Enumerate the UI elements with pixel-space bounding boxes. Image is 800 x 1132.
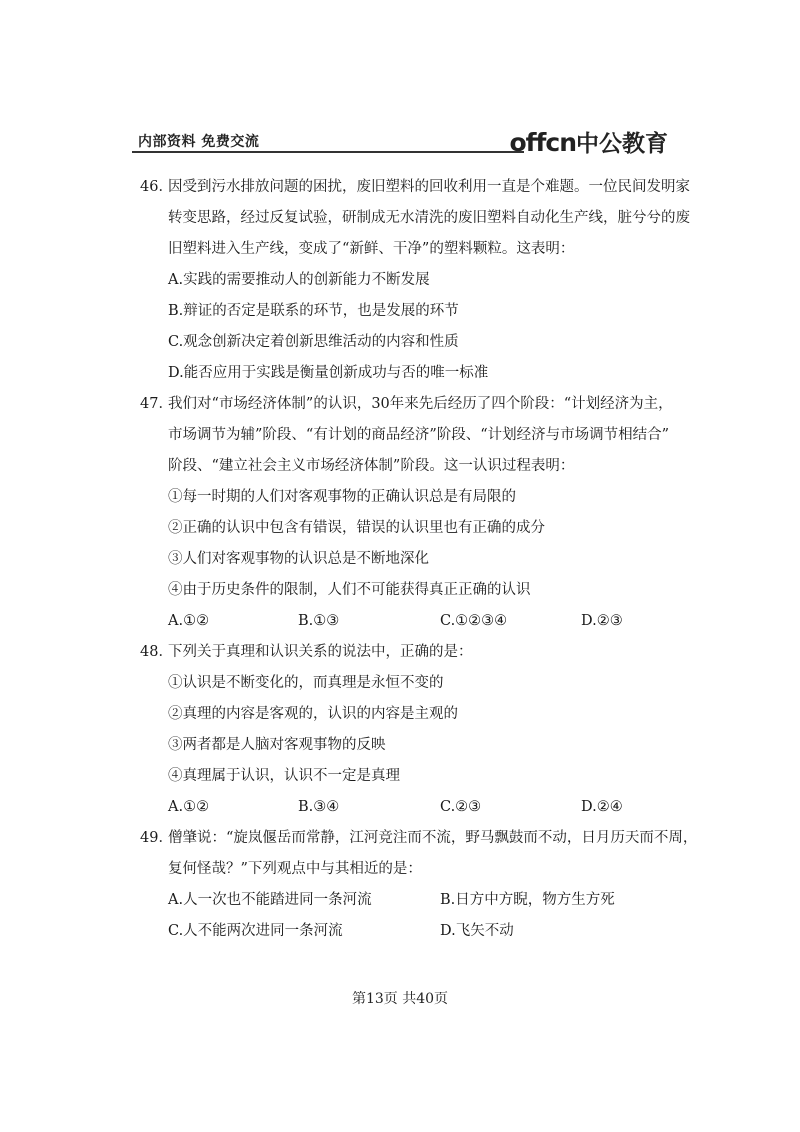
header-rule [132, 151, 524, 153]
question-number: 46． [140, 179, 173, 195]
option-text: B.①③ [298, 613, 340, 629]
statement-line [140, 513, 670, 544]
option-text: D.②④ [581, 799, 623, 815]
option-text: C.①②③④ [440, 613, 508, 629]
stem-text: 转变思路，经过反复试验，研制成无水清洗的废旧塑料自动化生产线，脏兮兮的废 [168, 210, 690, 226]
stem-text: 市场调节为辅”阶段、“有计划的商品经济”阶段、“计划经济与市场调节相结合” [168, 427, 670, 443]
option-text: B.③④ [298, 799, 340, 815]
question-stem-line [140, 203, 690, 234]
question-number: 47． [140, 396, 173, 412]
option-line [140, 265, 670, 296]
option-text: A.人一次也不能踏进同一条河流 [168, 892, 372, 908]
option-text: C.观念创新决定着创新思维活动的内容和性质 [168, 334, 459, 350]
question-block [140, 389, 673, 637]
statement-line [140, 699, 670, 730]
question-stem-line [140, 172, 690, 203]
statement-text: ④真理属于认识，认识不一定是真理 [168, 768, 400, 784]
header-label: 内部资料 免费交流 [138, 134, 260, 150]
question-stem-line [140, 854, 670, 885]
stem-text: 僧肇说：“旋岚偃岳而常静，江河竞注而不流，野马飘鼓而不动，日月历天而不周， [168, 830, 698, 846]
logo-chinese-text: 中公教育 [576, 131, 668, 157]
question-stem-line [140, 823, 698, 854]
option-text: D.能否应用于实践是衡量创新成功与否的唯一标准 [168, 365, 489, 381]
logo-latin-text: offcn [509, 128, 576, 157]
statement-text: ①每一时期的人们对客观事物的正确认识总是有局限的 [168, 489, 516, 505]
stem-text: 因受到污水排放问题的困扰，废旧塑料的回收利用一直是个难题。一位民间发明家 [168, 179, 690, 195]
stem-text: 复何怪哉？”下列观点中与其相近的是： [168, 861, 422, 877]
statement-text: ①认识是不断变化的，而真理是永恒不变的 [168, 675, 444, 691]
option-text: C.②③ [440, 799, 482, 815]
question-block [140, 172, 690, 389]
options-row [140, 606, 670, 637]
statement-text: ②正确的认识中包含有错误，错误的认识里也有正确的成分 [168, 520, 545, 536]
option-text: B.日方中方睨，物方生方死 [440, 892, 615, 908]
statement-text: ③两者都是人脑对客观事物的反映 [168, 737, 386, 753]
question-stem-line [140, 637, 670, 668]
statement-text: ④由于历史条件的限制，人们不可能获得真正正确的认识 [168, 582, 531, 598]
question-stem-line [140, 389, 673, 420]
page-footer: 第13页 共40页 [351, 991, 449, 1007]
question-stem-line [140, 234, 670, 265]
statement-line [140, 730, 670, 761]
option-text: A.①② [168, 613, 210, 629]
options-row [140, 792, 670, 823]
question-block [140, 637, 670, 823]
option-text: C.人不能两次进同一条河流 [168, 923, 343, 939]
question-block [140, 823, 698, 947]
option-text: A.①② [168, 799, 210, 815]
options-row [140, 885, 670, 916]
statement-line [140, 761, 670, 792]
page-header [132, 125, 670, 155]
question-number: 49． [140, 830, 173, 846]
question-stem-line [140, 451, 670, 482]
options-row [140, 916, 670, 947]
option-line [140, 327, 670, 358]
option-text: B.辩证的否定是联系的环节，也是发展的环节 [168, 303, 459, 319]
offcn-logo [509, 125, 668, 158]
statement-line [140, 482, 670, 513]
statement-line [140, 544, 670, 575]
stem-text: 下列关于真理和认识关系的说法中，正确的是： [168, 644, 473, 660]
stem-text: 我们对“市场经济体制”的认识，30年来先后经历了四个阶段：“计划经济为主， [168, 396, 673, 412]
question-list [140, 172, 698, 947]
statement-text: ③人们对客观事物的认识总是不断地深化 [168, 551, 429, 567]
stem-text: 旧塑料进入生产线，变成了“新鲜、干净”的塑料颗粒。这表明： [168, 241, 575, 257]
stem-text: 阶段、“建立社会主义市场经济体制”阶段。这一认识过程表明： [168, 458, 575, 474]
option-text: A.实践的需要推动人的创新能力不断发展 [168, 272, 430, 288]
statement-line [140, 668, 670, 699]
option-text: D.飞矢不动 [440, 923, 514, 939]
option-line [140, 358, 670, 389]
question-number: 48． [140, 644, 173, 660]
statement-text: ②真理的内容是客观的，认识的内容是主观的 [168, 706, 458, 722]
option-text: D.②③ [581, 613, 623, 629]
question-stem-line [140, 420, 670, 451]
option-line [140, 296, 670, 327]
statement-line [140, 575, 670, 606]
